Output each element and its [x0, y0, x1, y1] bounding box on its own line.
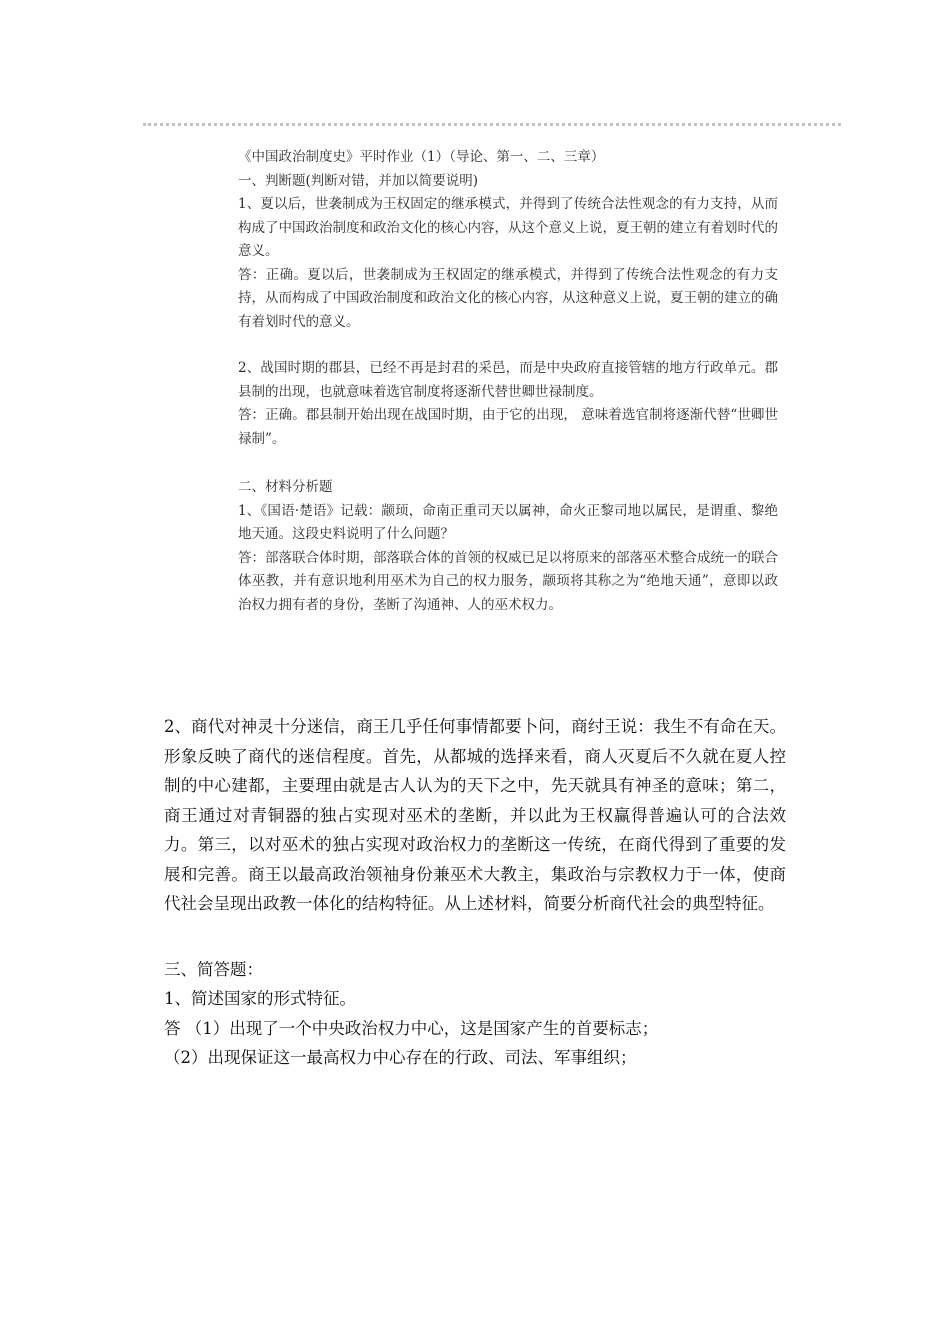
document-upper-section	[238, 146, 778, 617]
section-1-heading: 一、判断题(判断对错，并加以简要说明)	[238, 172, 479, 189]
section-2-question-1: 1、《国语·楚语》记载：颛顼，命南正重司天以属神，命火正黎司地以属民，是谓重、黎绝地天通。这段史料说明了什么问题？	[238, 502, 778, 542]
document-title: 《中国政治制度史》平时作业（1）（导论、第一、二、三章）	[238, 149, 605, 165]
spacer	[238, 451, 778, 476]
section-2-answer-1: 答：部落联合体时期，部落联合体的首领的权威已足以将原来的部落巫术整合成统一的联合体巫教，并有意识地利用巫术为自己的权力服务，颛顼将其称之为“绝地天通”，意即以政治权力拥有者的身份，垄断了沟通神、人的巫术权力。	[238, 549, 778, 613]
spacer	[238, 334, 778, 357]
section-2-heading: 二、材料分析题	[238, 479, 333, 495]
section-1-question-2: 2、战国时期的郡县，已经不再是封君的采邑，而是中央政府直接管辖的地方行政单元。郡县制的出现，也就意味着选官制度将逐渐代替世卿世禄制度。	[238, 360, 778, 400]
document-lower-section	[164, 712, 786, 1073]
section-1-answer-2: 答：正确。郡县制开始出现在战国时期，由于它的出现， 意味着选官制将逐渐代替“世卿世禄制”。	[238, 407, 778, 447]
section-3-question-1: 1、简述国家的形式特征。	[164, 989, 356, 1008]
section-2-question-2: 2、商代对神灵十分迷信，商王几乎任何事情都要卜问，商纣王说：我生不有命在天。形象反映了商代的迷信程度。首先，从都城的选择来看，商人灭夏后不久就在夏人控制的中心建都，主要理由就是古人认为的天下之中，先天就具有神圣的意味；第二，商王通过对青铜器的独占实现对巫术的垄断，并以此为王权赢得普遍认可的合法效力。第三，以对巫术的独占实现对政治权力的垄断这一传统，在商代得到了重要的发展和完善。商王以最高政治领袖身份兼巫术大教主，集政治与宗教权力于一体，使商代社会呈现出政教一体化的结构特征。从上述材料，简要分析商代社会的典型特征。	[164, 717, 786, 913]
spacer	[164, 919, 786, 955]
section-1-answer-1: 答：正确。夏以后，世袭制成为王权固定的继承模式，并得到了传统合法性观念的有力支持，从而构成了中国政治制度和政治文化的核心内容，从这种意义上说，夏王朝的建立的确有着划时代的意义。	[238, 266, 778, 330]
section-1-question-1: 1、夏以后，世袭制成为王权固定的继承模式，并得到了传统合法性观念的有力支持，从而构成了中国政治制度和政治文化的核心内容，从这个意义上说，夏王朝的建立有着划时代的意义。	[238, 196, 778, 259]
section-3-answer-1-point-1: 答 （1）出现了一个中央政治权力中心，这是国家产生的首要标志；	[164, 1018, 659, 1038]
top-divider	[143, 123, 841, 126]
section-3-heading: 三、简答题：	[164, 959, 263, 979]
section-3-answer-1-point-2: （2）出现保证这一最高权力中心存在的行政、司法、军事组织；	[164, 1048, 637, 1067]
